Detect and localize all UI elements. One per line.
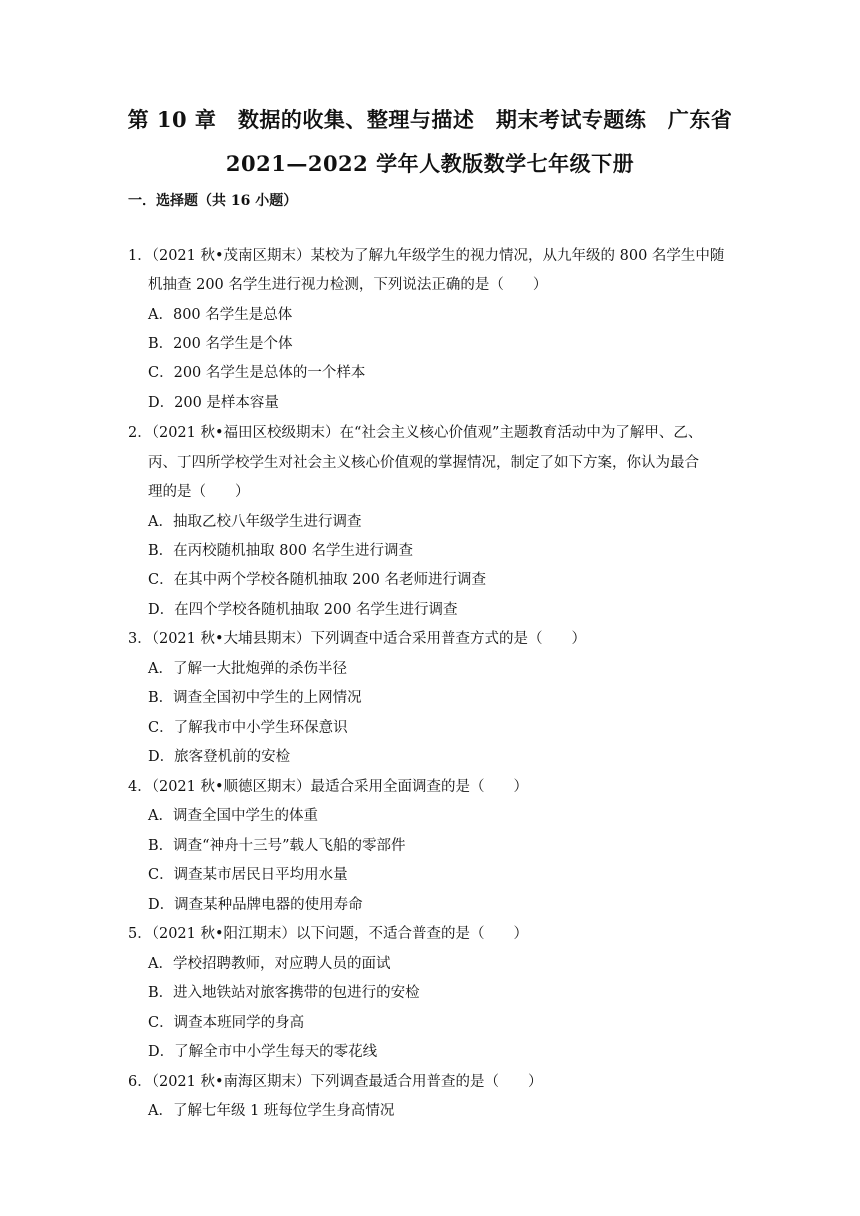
question-1-option-c: C．200 名学生是总体的一个样本 [148, 365, 366, 381]
question-5-option-a: A．学校招聘教师，对应聘人员的面试 [148, 956, 391, 972]
question-1-option-b: B．200 名学生是个体 [148, 336, 293, 352]
question-3-option-c: C．了解我市中小学生环保意识 [148, 720, 348, 736]
question-3-option-a: A．了解一大批炮弹的杀伤半径 [148, 661, 347, 677]
question-2-option-b: B．在丙校随机抽取 800 名学生进行调查 [148, 543, 414, 559]
question-6-option-a: A．了解七年级 1 班每位学生身高情况 [148, 1103, 395, 1119]
document-title-line-1: 第 10 章 数据的收集、整理与描述 期末考试专题练 广东省 [127, 107, 733, 132]
question-5-option-b: B．进入地铁站对旅客携带的包进行的安检 [148, 985, 420, 1001]
question-6-text: 6．（2021 秋•南海区期末）下列调查最适合用普查的是（ ） [128, 1074, 543, 1090]
question-2-option-d: D．在四个学校各随机抽取 200 名学生进行调查 [148, 602, 458, 618]
question-3-option-b: B．调查全国初中学生的上网情况 [148, 690, 362, 706]
question-5-option-d: D．了解全市中小学生每天的零花线 [148, 1044, 378, 1060]
section-heading: 一．选择题（共 16 小题） [128, 193, 298, 209]
question-4-option-b: B．调查“神舟十三号”载人飞船的零部件 [148, 838, 406, 854]
question-4-option-a: A．调查全国中学生的体重 [148, 808, 318, 824]
question-4-text: 4．（2021 秋•顺德区期末）最适合采用全面调查的是（ ） [128, 779, 529, 795]
question-5-text: 5．（2021 秋•阳江期末）以下问题，不适合普查的是（ ） [128, 926, 529, 942]
question-2-text-cont-1: 丙、丁四所学校学生对社会主义核心价值观的掌握情况，制定了如下方案，你认为最合 [148, 455, 699, 471]
question-1-option-a: A．800 名学生是总体 [148, 307, 293, 323]
question-2-text: 2．（2021 秋•福田区校级期末）在“社会主义核心价值观”主题教育活动中为了解甲、乙、 [128, 425, 703, 441]
document-title-line-2: 2021—2022 学年人教版数学七年级下册 [225, 151, 635, 176]
question-5-option-c: C．调查本班同学的身高 [148, 1015, 305, 1031]
question-3-text: 3．（2021 秋•大埔县期末）下列调查中适合采用普查方式的是（ ） [128, 631, 587, 647]
question-2-option-a: A．抽取乙校八年级学生进行调查 [148, 514, 362, 530]
question-1-option-d: D．200 是样本容量 [148, 395, 279, 411]
question-3-option-d: D．旅客登机前的安检 [148, 749, 291, 765]
question-4-option-d: D．调查某种品牌电器的使用寿命 [148, 897, 363, 913]
question-2-text-cont-2: 理的是（ ） [148, 484, 250, 500]
question-2-option-c: C．在其中两个学校各随机抽取 200 名老师进行调查 [148, 572, 486, 588]
question-4-option-c: C．调查某市居民日平均用水量 [148, 867, 348, 883]
question-1-text: 1．（2021 秋•茂南区期末）某校为了解九年级学生的视力情况，从九年级的 800 名学生中随 [128, 248, 725, 264]
question-1-text-cont: 机抽查 200 名学生进行视力检测，下列说法正确的是（ ） [148, 277, 548, 293]
